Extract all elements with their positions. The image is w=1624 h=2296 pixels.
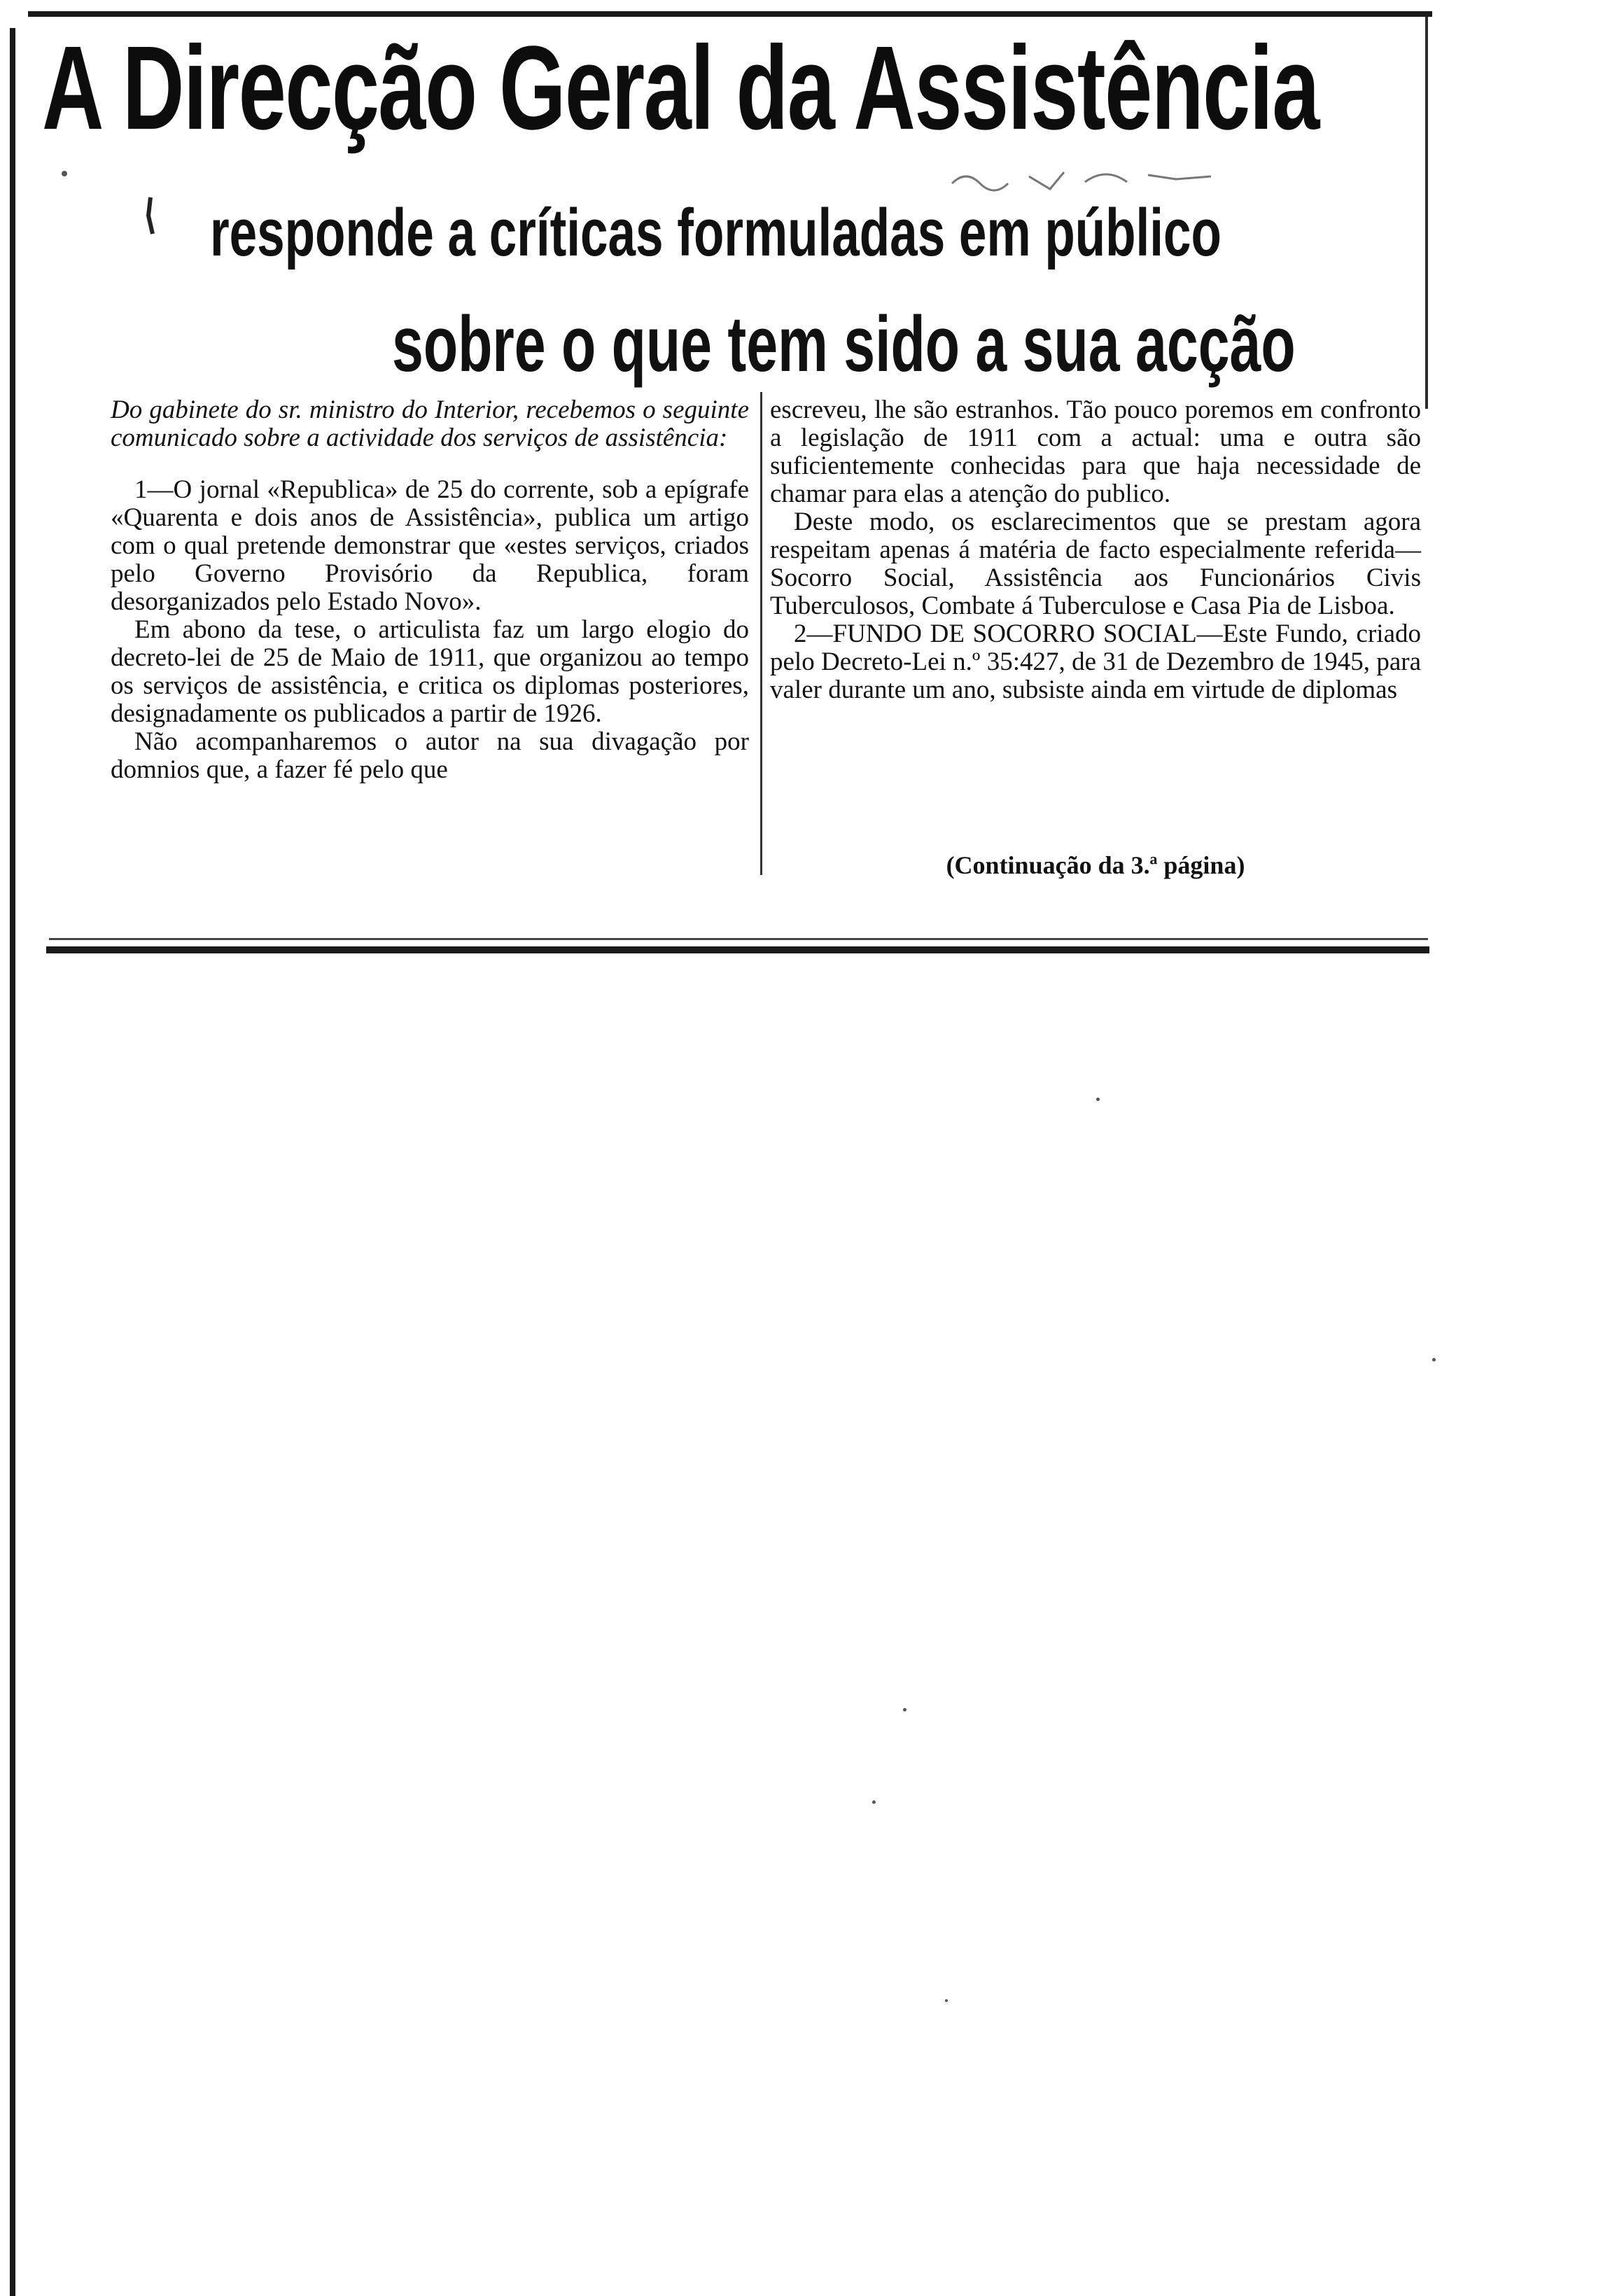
scan-speck (1096, 1098, 1100, 1101)
article-paragraph: Não acompanharemos o autor na sua divagação por domnios que, a fazer fé pelo que (111, 727, 749, 784)
article-paragraph: 1—O jornal «Republica» de 25 do corrente, sob a epígrafe «Quarenta e dois anos de Assistência», publica um artigo com o qual pretende demonstrar que «estes serviços, criados pelo Governo Provisório da Republica, foram desorganizados pelo Estado Novo». (111, 475, 749, 616)
stray-ink-mark-icon (140, 195, 161, 237)
article-paragraph: Deste modo, os esclarecimentos que se prestam agora respeitam apenas á matéria de facto especialmente referida—Socorro Social, Assistência aos Funcionários Civis Tuberculosos, Combate á Tuberculose e Casa Pia de Lisboa. (770, 507, 1421, 620)
clipping-top-border (28, 11, 1432, 17)
article-right-column (770, 396, 1421, 704)
scan-speck (62, 171, 67, 176)
article-headline: A Direcção Geral da Assistência (42, 22, 1319, 155)
article-intro: Do gabinete do sr. ministro do Interior, recebemos o seguinte comunicado sobre a actividade dos serviços de assistência: (111, 396, 749, 452)
article-subheadline-2: sobre o que tem sido a sua acção (392, 300, 1296, 388)
article-paragraph: escreveu, lhe são estranhos. Tão pouco poremos em confronto a legislação de 1911 com a actual: uma e outra são suficientemente conhecidas para que haja necessidade de chamar para elas a atenção do publico. (770, 396, 1421, 508)
article-subheadline-1: responde a críticas formuladas em público (210, 195, 1222, 270)
scan-speck (872, 1800, 876, 1804)
article-left-column (111, 396, 749, 784)
scan-speck (1432, 1358, 1436, 1362)
clipping-bottom-border (46, 946, 1429, 953)
clipping-bottom-thin-rule (49, 938, 1428, 940)
continuation-note: (Continuação da 3.ª página) (946, 851, 1245, 879)
column-divider-rule (760, 392, 762, 875)
clipping-left-border (10, 28, 15, 2296)
handwritten-scribble-icon (945, 162, 1225, 197)
scan-speck (903, 1708, 906, 1712)
clipping-right-border (1425, 17, 1428, 409)
scan-speck (945, 1999, 948, 2002)
article-paragraph: Em abono da tese, o articulista faz um largo elogio do decreto-lei de 25 de Maio de 1911, que organizou ao tempo os serviços de assistência, e critica os diplomas posteriores, designadamente os publicados a partir de 1926. (111, 615, 749, 728)
article-paragraph: 2—FUNDO DE SOCORRO SOCIAL—Este Fundo, criado pelo Decreto-Lei n.º 35:427, de 31 de Dezembro de 1945, para valer durante um ano, subsiste ainda em virtude de diplomas (770, 620, 1421, 704)
